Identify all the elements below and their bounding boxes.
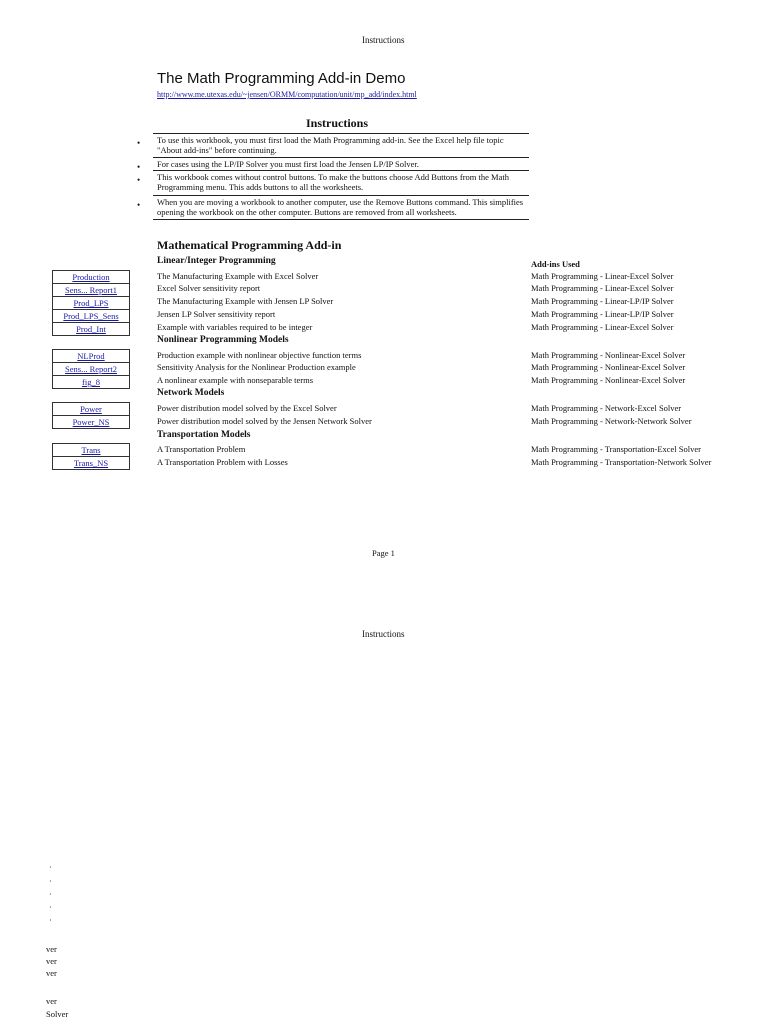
- dot-mark: ·: [49, 876, 52, 886]
- model-description: Excel Solver sensitivity report: [157, 283, 261, 293]
- model-description: Production example with nonlinear objective function terms: [157, 350, 362, 360]
- model-description: The Manufacturing Example with Jensen LP Solver: [157, 296, 334, 306]
- model-description: Jensen LP Solver sensitivity report: [157, 309, 276, 319]
- addin-used: Math Programming - Linear-LP/IP Solver: [531, 309, 674, 319]
- dot-mark: ·: [49, 889, 52, 899]
- button-group-nonlinear: [52, 349, 130, 389]
- note-text: When you are moving a workbook to another computer, use the Remove Buttons command. This simplifies opening the workbook on the other computer. Buttons are removed from all worksheets.: [157, 197, 524, 217]
- note-text: To use this workbook, you must first load the Math Programming add-in. See the Excel help file topic "About add-ins" before continuing.: [157, 135, 504, 155]
- group-title-linear: Linear/Integer Programming: [157, 256, 276, 266]
- power-button[interactable]: Power: [53, 403, 129, 416]
- model-description: Example with variables required to be integer: [157, 322, 313, 332]
- model-description: Power distribution model solved by the Excel Solver: [157, 403, 337, 413]
- dot-mark: ·: [49, 862, 52, 872]
- trans-ns-button[interactable]: Trans_NS: [73, 458, 109, 468]
- instructions-heading: Instructions: [306, 116, 369, 130]
- source-link[interactable]: http://www.me.utexas.edu/~jensen/ORMM/computation/unit/mp_add/index.html: [157, 90, 417, 99]
- trans-button[interactable]: Trans: [53, 444, 129, 457]
- button-group-network: [52, 402, 130, 429]
- note-text: For cases using the LP/IP Solver you must first load the Jensen LP/IP Solver.: [157, 159, 419, 169]
- addin-used: Math Programming - Network-Network Solver: [531, 416, 692, 426]
- addin-used: Math Programming - Linear-Excel Solver: [531, 322, 674, 332]
- group-title-nonlinear: Nonlinear Programming Models: [157, 335, 289, 345]
- addin-used: Math Programming - Network-Excel Solver: [531, 403, 682, 413]
- prod-lps-sens-button[interactable]: Prod_LPS_Sens: [53, 310, 129, 323]
- fig-8-button[interactable]: fig_8: [82, 377, 100, 387]
- model-description: A Transportation Problem with Losses: [157, 457, 288, 467]
- addins-column-header: Add-ins Used: [531, 259, 580, 269]
- addin-used: Math Programming - Transportation-Excel Solver: [531, 444, 701, 454]
- addin-used: Math Programming - Nonlinear-Excel Solver: [531, 362, 686, 372]
- note-item: [137, 133, 529, 157]
- group-title-network: Network Models: [157, 388, 225, 398]
- prod-lps-button[interactable]: Prod_LPS: [53, 297, 129, 310]
- note-item: [137, 170, 529, 195]
- group-title-transportation: Transportation Models: [157, 430, 251, 440]
- bullet-icon: •: [137, 162, 141, 172]
- instructions-notes: [137, 133, 529, 220]
- clipped-text-fragment: ver: [46, 956, 57, 966]
- dot-mark: ·: [49, 915, 52, 925]
- button-group-linear: [52, 270, 130, 336]
- page-header: Instructions: [362, 629, 405, 639]
- note-item: [137, 157, 529, 172]
- bullet-icon: •: [137, 200, 141, 210]
- section-title: Mathematical Programming Add-in: [157, 238, 342, 252]
- clipped-text-fragment: ver: [46, 996, 57, 1006]
- note-text: This workbook comes without control buttons. To make the buttons choose Add Buttons from the Math Programming menu. This adds buttons to all the worksheets.: [157, 172, 509, 192]
- model-description: A Transportation Problem: [157, 444, 246, 454]
- sens-report2-button[interactable]: Sens... Report2: [53, 363, 129, 376]
- model-description: The Manufacturing Example with Excel Solver: [157, 271, 319, 281]
- addin-used: Math Programming - Linear-Excel Solver: [531, 271, 674, 281]
- note-item: [137, 195, 529, 220]
- addin-used: Math Programming - Linear-LP/IP Solver: [531, 296, 674, 306]
- button-group-transportation: [52, 443, 130, 470]
- page-title: The Math Programming Add-in Demo: [157, 70, 406, 87]
- page-number: Page 1: [372, 548, 395, 558]
- prod-int-button[interactable]: Prod_Int: [76, 324, 106, 334]
- addin-used: Math Programming - Nonlinear-Excel Solver: [531, 350, 686, 360]
- addin-used: Math Programming - Linear-Excel Solver: [531, 283, 674, 293]
- bullet-icon: •: [137, 138, 141, 148]
- clipped-text-fragment: ver: [46, 944, 57, 954]
- bullet-icon: •: [137, 175, 141, 185]
- page-header: Instructions: [362, 35, 405, 45]
- model-description: A nonlinear example with nonseparable terms: [157, 375, 314, 385]
- clipped-text-fragment: Solver: [46, 1009, 69, 1019]
- nlprod-button[interactable]: NLProd: [53, 350, 129, 363]
- model-description: Sensitivity Analysis for the Nonlinear Production example: [157, 362, 356, 372]
- model-description: Power distribution model solved by the Jensen Network Solver: [157, 416, 372, 426]
- sens-report1-button[interactable]: Sens... Report1: [53, 284, 129, 297]
- power-ns-button[interactable]: Power_NS: [72, 417, 110, 427]
- production-button[interactable]: Production: [53, 271, 129, 284]
- addin-used: Math Programming - Nonlinear-Excel Solver: [531, 375, 686, 385]
- dot-mark: ·: [49, 902, 52, 912]
- addin-used: Math Programming - Transportation-Network Solver: [531, 457, 712, 467]
- clipped-text-fragment: ver: [46, 968, 57, 978]
